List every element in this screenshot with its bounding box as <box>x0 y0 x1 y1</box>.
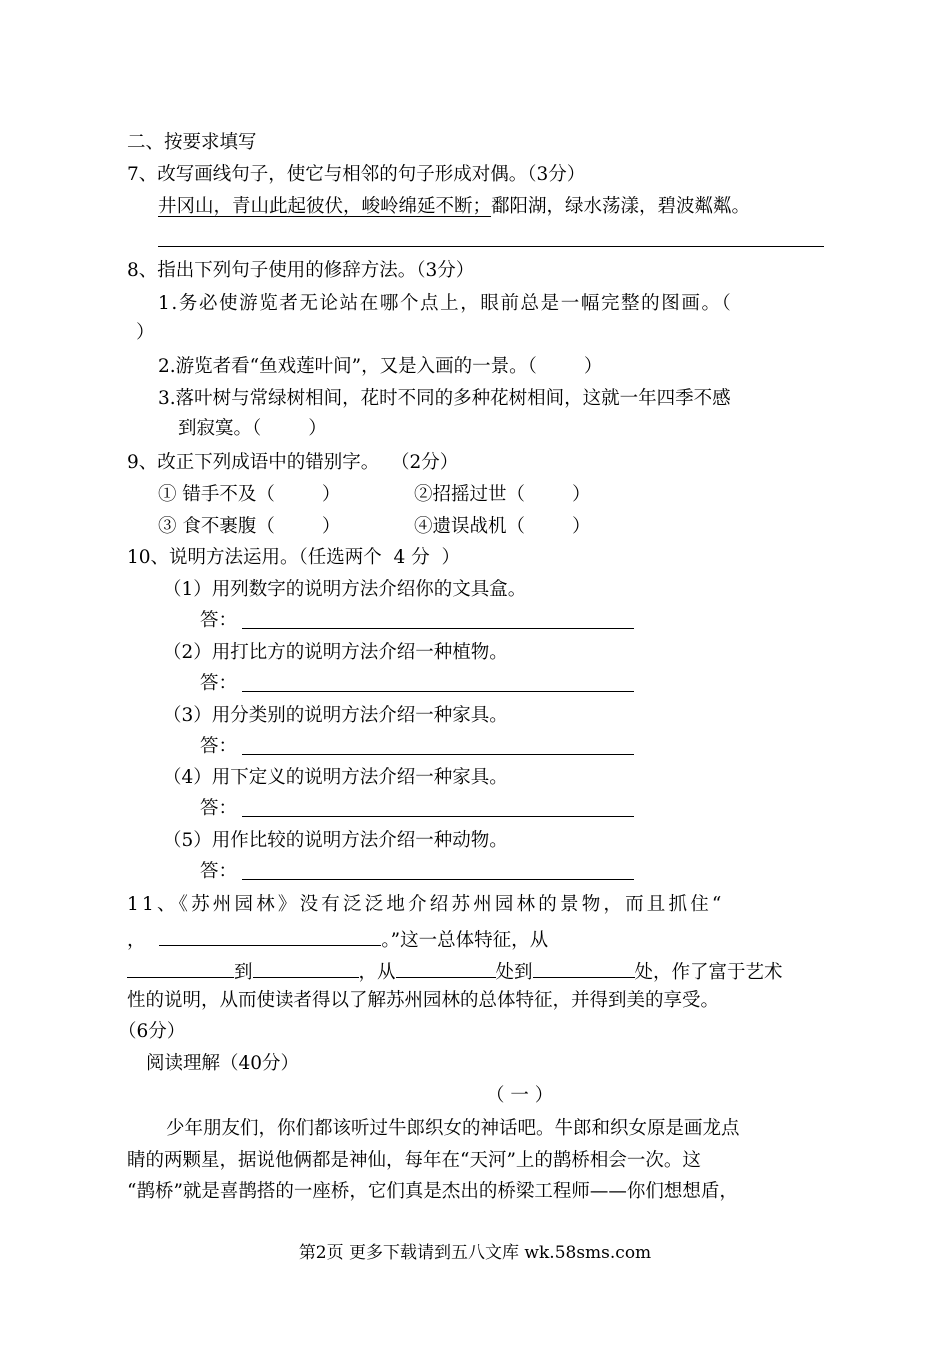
q11-line-3 <box>127 957 783 986</box>
q11-blank-2[interactable] <box>253 957 359 978</box>
reading-part-label: （ 一 ） <box>486 1085 554 1106</box>
q7-sentence <box>158 194 750 220</box>
q7-underlined-sentence: 井冈山，青山此起彼伏，峻岭绵延不断； <box>158 196 492 217</box>
q11-text-from2: ，从 <box>358 962 396 983</box>
q10-answer-1 <box>200 608 237 634</box>
q7-adjacent-sentence: 鄱阳湖，绿水荡漾，碧波粼粼。 <box>491 196 751 217</box>
q11-line-4: 性的说明，从而使读者得以了解苏州园林的总体特征，并得到美的享受。 <box>127 990 720 1011</box>
section-title: 二、按要求填写 <box>127 132 257 153</box>
q11-line-5: （6分） <box>118 1021 186 1042</box>
q10-item-1: （1）用列数字的说明方法介绍你的文具盒。 <box>163 579 527 600</box>
q11-blank-1[interactable] <box>127 957 234 978</box>
q8-item-3-cont: 到寂寞。（ ） <box>178 418 327 439</box>
q10-answer-line-5[interactable] <box>242 879 634 880</box>
q9-idiom-1: ① 错手不及（ ） <box>158 484 341 505</box>
q10-answer-line-3[interactable] <box>242 754 634 755</box>
answer-label: 答： <box>200 861 238 882</box>
q10-item-3: （3）用分类别的说明方法介绍一种家具。 <box>163 705 508 726</box>
q8-item-3: 3.落叶树与常绿树相间，花时不同的多种花树相间，这就一年四季不感 <box>158 388 731 409</box>
q11-line-1: 11、《苏州园林》没有泛泛地介绍苏州园林的景物，而且抓住“ <box>127 894 725 915</box>
q11-text-2: 。”这一总体特征，从 <box>381 930 549 951</box>
q10-prompt: 10、说明方法运用。（任选两个 4 分 ） <box>127 547 460 568</box>
q10-item-4: （4）用下定义的说明方法介绍一种家具。 <box>163 767 508 788</box>
q11-blank-3[interactable] <box>396 957 496 978</box>
q9-idiom-3: ③ 食不裹腹（ ） <box>158 516 341 537</box>
q7-answer-line[interactable] <box>158 246 824 247</box>
q10-answer-3 <box>200 734 237 760</box>
q10-answer-line-1[interactable] <box>242 628 634 629</box>
q11-text-to1: 到 <box>234 962 253 983</box>
q11-line-2 <box>127 925 548 954</box>
page-footer: 第2页 更多下载请到五八文库 wk.58sms.com <box>298 1243 652 1263</box>
q10-answer-4 <box>200 796 237 822</box>
q8-prompt: 8、指出下列句子使用的修辞方法。（3分） <box>127 260 475 281</box>
q10-answer-2 <box>200 671 237 697</box>
q10-answer-line-4[interactable] <box>242 816 634 817</box>
reading-para-line-1: 少年朋友们，你们都该听过牛郎织女的神话吧。牛郎和织女原是画龙点 <box>166 1118 740 1139</box>
q9-idiom-2: ②招摇过世（ ） <box>414 484 591 505</box>
q9-prompt: 9、改正下列成语中的错别字。 （2分） <box>127 452 459 473</box>
reading-para-line-3: “鹊桥”就是喜鹊搭的一座桥，它们真是杰出的桥梁工程师——你们想想盾， <box>127 1181 738 1202</box>
answer-label: 答： <box>200 673 238 694</box>
q11-text-to2: 处到 <box>495 962 533 983</box>
q11-blank-4[interactable] <box>533 957 635 978</box>
reading-para-line-2: 睛的两颗星，据说他俩都是神仙，每年在“天河”上的鹊桥相会一次。这 <box>127 1150 701 1171</box>
q10-answer-line-2[interactable] <box>242 691 634 692</box>
q8-item-1-close: ） <box>136 322 155 343</box>
q10-item-5: （5）用作比较的说明方法介绍一种动物。 <box>163 830 508 851</box>
q11-text-3: 处，作了富于艺术 <box>634 962 783 983</box>
answer-label: 答： <box>200 736 238 757</box>
answer-label: 答： <box>200 798 238 819</box>
q7-prompt: 7、改写画线句子，使它与相邻的句子形成对偶。（3分） <box>127 164 586 185</box>
q11-comma: ， <box>127 930 146 951</box>
q10-item-2: （2）用打比方的说明方法介绍一种植物。 <box>163 642 508 663</box>
q8-item-1: 1.务必使游览者无论站在哪个点上，眼前总是一幅完整的图画。（ <box>158 293 733 314</box>
q8-item-2: 2.游览者看“鱼戏莲叶间”，又是入画的一景。（ ） <box>158 356 603 377</box>
reading-title: 阅读理解（40分） <box>146 1053 300 1074</box>
q11-blank-feature[interactable] <box>159 925 381 946</box>
answer-label: 答： <box>200 610 238 631</box>
q9-idiom-4: ④遗误战机（ ） <box>414 516 591 537</box>
q10-answer-5 <box>200 859 237 885</box>
